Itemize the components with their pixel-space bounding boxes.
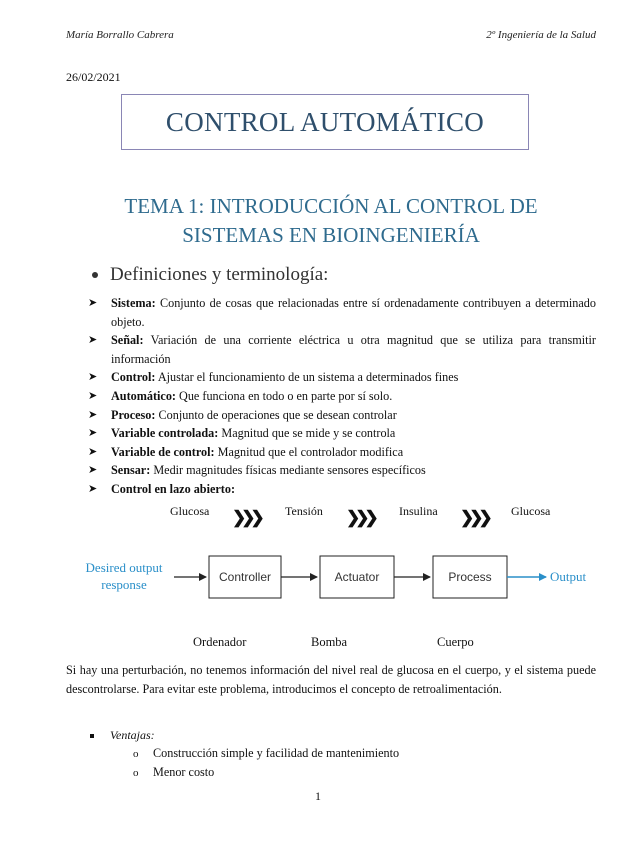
section-heading xyxy=(92,264,328,286)
flow-label-glucosa-out: Glucosa xyxy=(511,504,551,518)
section-heading-text: Definiciones y terminología: xyxy=(110,264,329,285)
arrow-bullet-icon: ➤ xyxy=(88,482,98,495)
definition-text: Variación de una corriente eléctrica u otra magnitud que se utiliza para transmitir información xyxy=(111,333,596,366)
definition-item xyxy=(88,443,596,462)
flow-label-insulina: Insulina xyxy=(399,504,438,518)
definition-text: Magnitud que se mide y se controla xyxy=(218,426,396,441)
definitions-list xyxy=(88,294,596,499)
tema-heading-line1: TEMA 1: INTRODUCCIÓN AL CONTROL DE xyxy=(124,194,538,218)
document-title: CONTROL AUTOMÁTICO xyxy=(165,106,485,137)
definition-term: Variable controlada: xyxy=(111,426,219,441)
open-loop-block-diagram xyxy=(78,550,598,612)
definition-item xyxy=(88,294,596,331)
definition-term: Sensar: xyxy=(111,463,151,478)
document-date: 26/02/2021 xyxy=(66,70,121,84)
triple-chevron-icon: ❯❯❯ xyxy=(232,508,260,527)
arrow-bullet-icon: ➤ xyxy=(88,464,98,477)
definition-term: Sistema: xyxy=(111,296,156,310)
document-title-box xyxy=(121,94,529,150)
definition-term: Variable de control: xyxy=(111,444,215,459)
circle-bullet-icon: o xyxy=(133,747,139,760)
flow-label-glucosa-in: Glucosa xyxy=(170,504,210,518)
actuator-label: Actuator xyxy=(334,570,380,584)
triple-chevron-icon: ❯❯❯ xyxy=(460,508,488,527)
definition-item xyxy=(88,387,596,406)
arrow-bullet-icon: ➤ xyxy=(88,371,98,384)
definition-text: Ajustar el funcionamiento de un sistema a determinados fines xyxy=(155,370,459,385)
definition-text: Magnitud que el controlador modifica xyxy=(214,444,404,459)
body-paragraph: Si hay una perturbación, no tenemos información del nivel real de glucosa en el cuerpo, y el sistema puede descontrolarse. Para evitar este problema, introducimos el concepto de retroalimentación. xyxy=(66,663,596,696)
advantage-item xyxy=(133,765,214,780)
arrow-bullet-icon: ➤ xyxy=(88,445,98,458)
definition-text: Que funciona en todo o en parte por sí solo. xyxy=(175,388,393,403)
advantage-item xyxy=(133,746,399,761)
definition-text: Conjunto de operaciones que se desean controlar xyxy=(155,407,397,422)
definition-term: Control: xyxy=(111,370,156,385)
arrow-bullet-icon: ➤ xyxy=(88,408,98,421)
header-course: 2º Ingeniería de la Salud xyxy=(486,29,596,41)
tema-heading xyxy=(66,192,596,250)
advantage-item-text: Menor costo xyxy=(153,765,215,779)
diagram-input-label-line2: response xyxy=(101,577,147,592)
definition-item xyxy=(88,406,596,425)
diagram-output-label: Output xyxy=(550,569,587,584)
diagram-input-label-line1: Desired output xyxy=(85,560,163,575)
definition-item xyxy=(88,368,596,387)
label-bomba: Bomba xyxy=(311,635,348,649)
triple-chevron-icon: ❯❯❯ xyxy=(346,508,374,527)
definition-term: Control en lazo abierto: xyxy=(111,481,235,496)
bullet-dot-icon xyxy=(92,272,98,278)
flow-label-tension: Tensión xyxy=(285,504,323,518)
definition-text: Medir magnitudes físicas mediante sensores específicos xyxy=(150,463,426,478)
tema-heading-line2: SISTEMAS EN BIOINGENIERÍA xyxy=(182,223,480,247)
definition-item xyxy=(88,331,596,368)
controller-label: Controller xyxy=(218,570,272,584)
arrow-bullet-icon: ➤ xyxy=(88,297,98,309)
page-number: 1 xyxy=(315,789,321,803)
header-author: María Borrallo Cabrera xyxy=(66,29,174,41)
advantage-item-text: Construcción simple y facilidad de mantenimiento xyxy=(153,746,400,760)
definition-term: Proceso: xyxy=(111,407,156,422)
arrow-bullet-icon: ➤ xyxy=(88,427,98,440)
definition-text: Conjunto de cosas que relacionadas entre sí ordenadamente contribuyen a determinado objeto. xyxy=(111,296,596,329)
arrow-bullet-icon: ➤ xyxy=(88,389,98,402)
definition-item xyxy=(88,461,596,480)
circle-bullet-icon: o xyxy=(133,766,139,779)
definition-item xyxy=(88,480,596,499)
advantages-heading xyxy=(90,728,155,743)
arrow-bullet-icon: ➤ xyxy=(88,334,98,347)
definition-term: Señal: xyxy=(111,333,144,348)
label-ordenador: Ordenador xyxy=(193,635,247,649)
label-cuerpo: Cuerpo xyxy=(437,635,474,649)
advantages-title: Ventajas: xyxy=(110,728,155,742)
definition-term: Automático: xyxy=(111,388,176,403)
definition-item xyxy=(88,424,596,443)
square-bullet-icon xyxy=(90,734,94,738)
process-label: Process xyxy=(448,570,492,584)
